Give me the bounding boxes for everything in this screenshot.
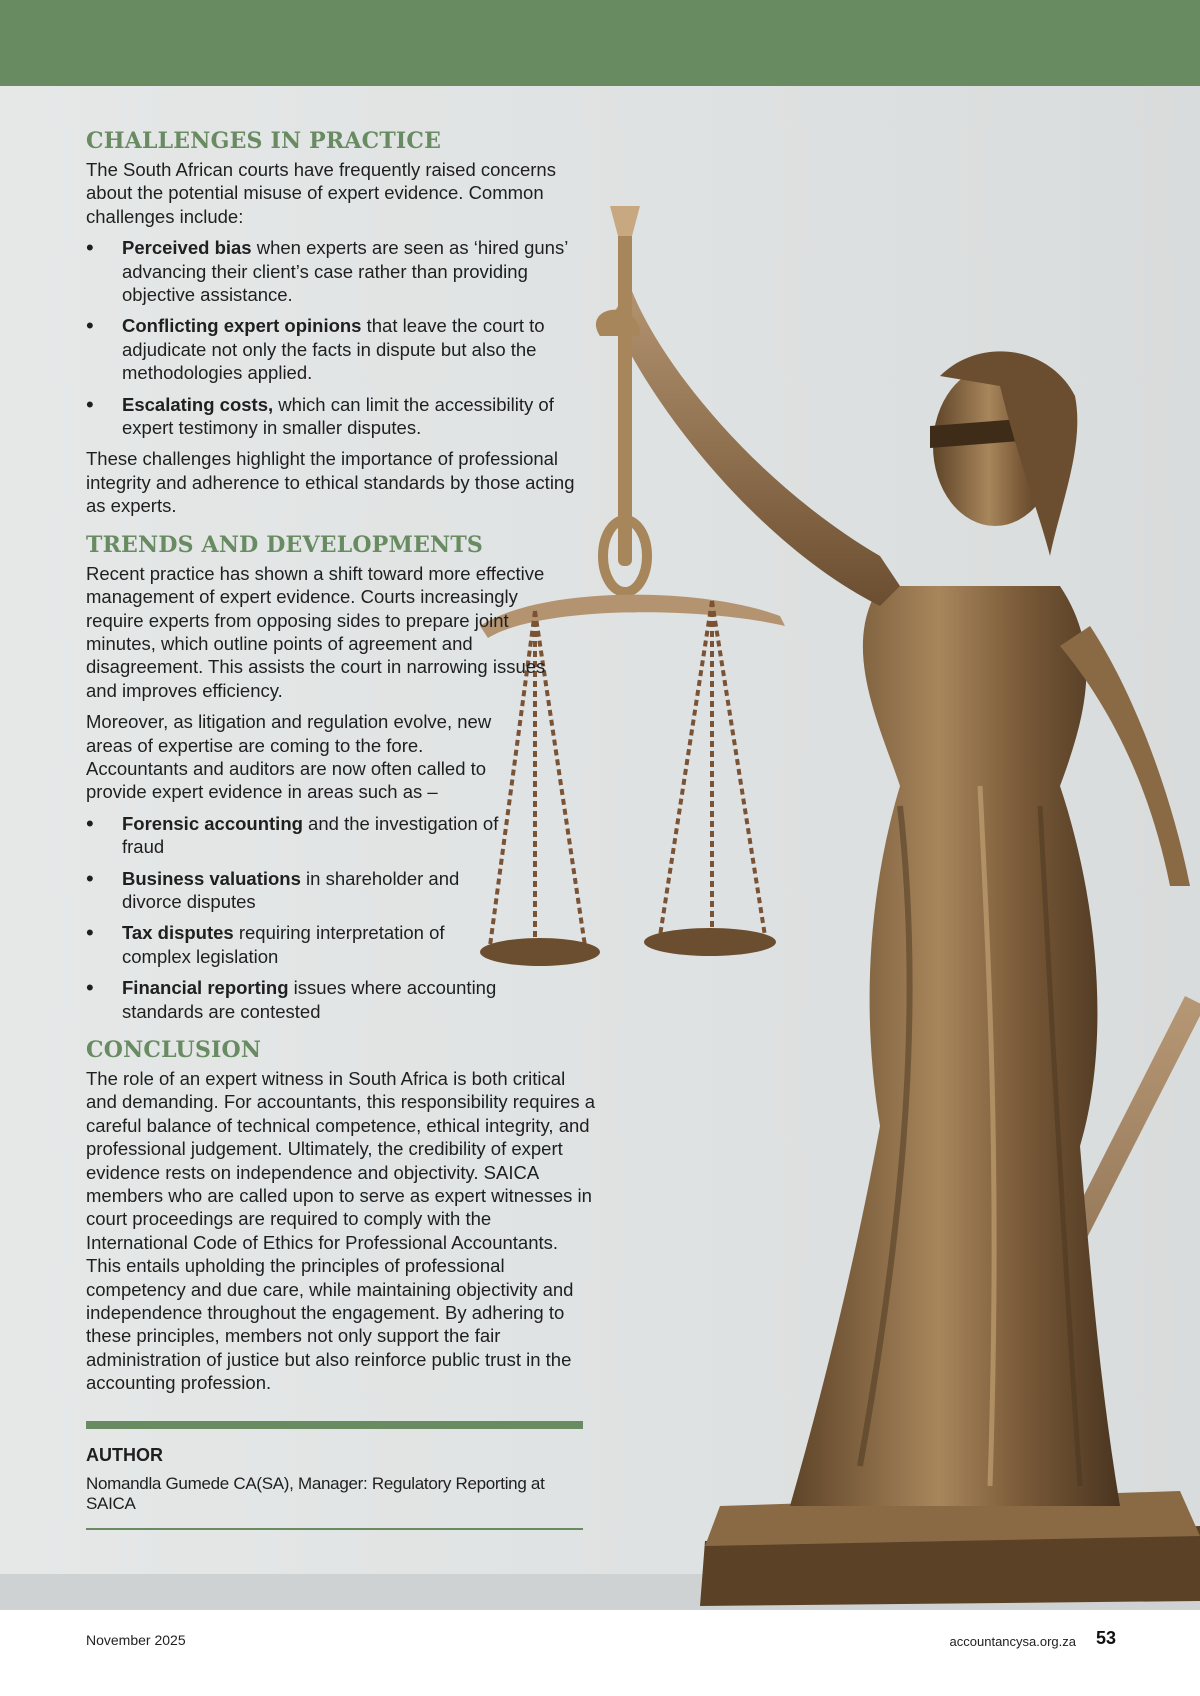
author-divider-top [86, 1421, 583, 1429]
challenges-list [86, 236, 596, 439]
section-heading-conclusion: CONCLUSION [86, 1037, 262, 1063]
bullet-icon: • [86, 865, 94, 891]
bullet-icon: • [86, 810, 94, 836]
list-item: • Escalating costs, which can limit the accessibility of expert testimony in smaller disputes. [86, 391, 554, 439]
website-link[interactable]: accountancysa.org.za [949, 1634, 1076, 1649]
challenges-intro: The South African courts have frequently raised concerns about the potential misuse of expert evidence. Common challenges include: [86, 159, 556, 227]
list-item: • Perceived bias when experts are seen as ‘hired guns’ advancing their client’s case rather than providing objective assistance. [86, 235, 568, 306]
issue-date: November 2025 [86, 1632, 186, 1648]
trends-list [86, 812, 516, 1023]
list-item: • Financial reporting issues where accounting standards are contested [86, 975, 497, 1022]
trends-paragraph-1: Recent practice has shown a shift toward more effective management of expert evidence. Courts increasingly require experts from opposing sides to prepare joint minutes, which outline points of agreement and disagreement. This assists the court in narrowing issues and improves efficiency. [86, 562, 546, 701]
challenges-outro: These challenges highlight the importance of professional integrity and adherence to ethical standards by those acting as experts. [86, 448, 575, 517]
list-item: • Conflicting expert opinions that leave the court to adjudicate not only the facts in dispute but also the methodologies applied. [86, 313, 545, 384]
bullet-icon: • [86, 975, 94, 1001]
bullet-icon: • [86, 235, 94, 261]
article-column [86, 128, 596, 1530]
author-name: Nomandla Gumede CA(SA), Manager: Regulatory Reporting at SAICA [86, 1473, 545, 1513]
top-banner [0, 0, 1200, 86]
author-label: AUTHOR [86, 1444, 163, 1465]
challenges-section [86, 128, 596, 518]
list-item: • Forensic accounting and the investigation of fraud [86, 810, 499, 858]
bullet-icon: • [86, 920, 94, 946]
list-item: • Business valuations in shareholder and divorce disputes [86, 865, 460, 912]
trends-paragraph-2: Moreover, as litigation and regulation evolve, new areas of expertise are coming to the fore. Accountants and auditors are now often called to provide expert evidence in areas such as – [86, 711, 492, 803]
page-number: 53 [1095, 1628, 1116, 1648]
list-item: • Tax disputes requiring interpretation of complex legislation [86, 920, 445, 967]
bullet-icon: • [86, 313, 94, 339]
conclusion-body: The role of an expert witness in South Africa is both critical and demanding. For accountants, this responsibility requires a careful balance of technical competence, ethical integrity, and professional judgement. Ultimately, the credibility of expert evidence rests on independence and objectivity. SAICA members who are called upon to serve as expert witnesses in court proceedings are required to comply with the International Code of Ethics for Professional Accountants. This entails upholding the principles of professional competency and due care, while maintaining objectivity and independence throughout the engagement. By adhering to these principles, members not only support the fair administration of justice but also reinforce public trust in the accounting profession. [86, 1068, 596, 1394]
conclusion-section [86, 1037, 596, 1395]
author-divider-bottom [86, 1528, 583, 1530]
section-heading-challenges: CHALLENGES IN PRACTICE [86, 128, 442, 154]
trends-section [86, 532, 596, 1023]
section-heading-trends: TRENDS AND DEVELOPMENTS [86, 531, 484, 558]
bullet-icon: • [86, 391, 94, 417]
